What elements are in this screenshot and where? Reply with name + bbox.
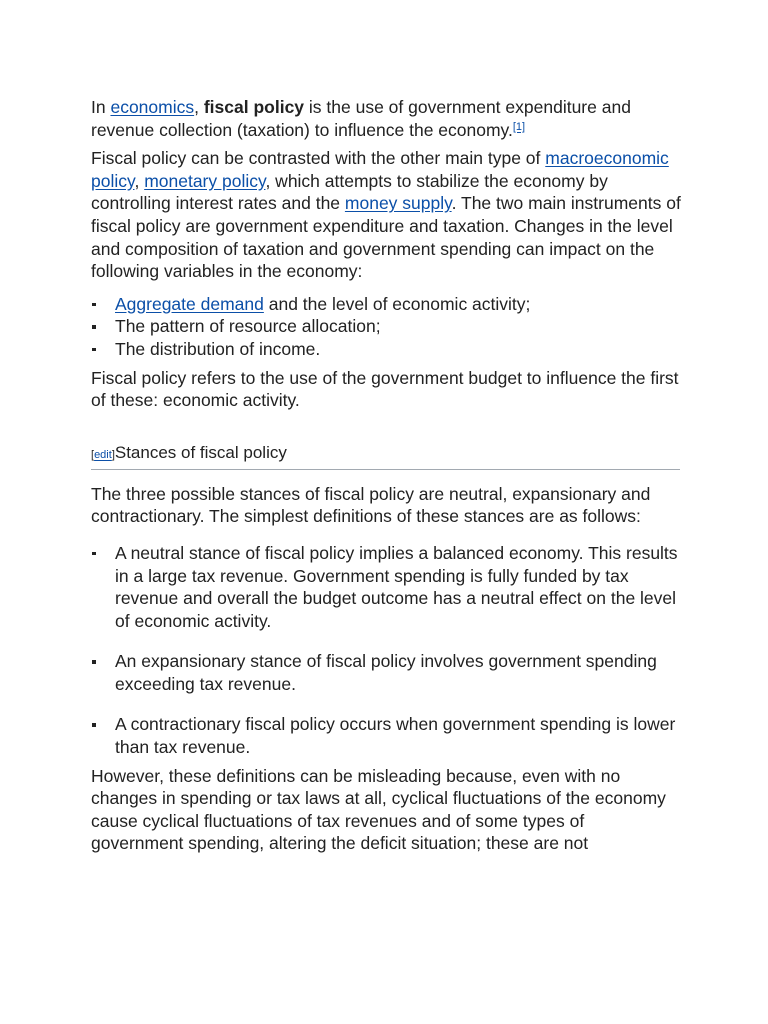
list-item: An expansionary stance of fiscal policy involves government spending exceeding tax revenue.	[91, 650, 681, 695]
text-run: is the use of government expenditure and revenue collection (taxation) to influence the economy.	[91, 97, 631, 140]
reference-link-1[interactable]: [1]	[512, 120, 526, 133]
text-run: Fiscal policy can be contrasted with the other main type of	[91, 148, 546, 169]
article-body	[91, 96, 681, 855]
contrast-paragraph	[91, 147, 681, 283]
stances-list	[91, 542, 681, 759]
text-run: . The two main instruments of fiscal policy are government expenditure and taxation. Changes in the level and composition of taxation and government spending can impact on the following variables in the economy:	[91, 193, 681, 282]
stances-intro-paragraph: The three possible stances of fiscal policy are neutral, expansionary and contractionary. The simplest definitions of these stances are as follows:	[91, 483, 651, 527]
edit-section-link	[91, 449, 115, 461]
text-run: and the level of economic activity;	[263, 293, 531, 314]
list-item: The distribution of income.	[91, 338, 681, 361]
text-run: ,	[134, 170, 145, 191]
text-run: , which attempts to stabilize the economy by controlling interest rates and the	[91, 170, 608, 214]
intro-paragraph	[91, 96, 681, 141]
edit-bracket-open: [	[91, 448, 95, 461]
link-aggregate-demand[interactable]: Aggregate demand	[115, 293, 264, 314]
link-money-supply[interactable]: money supply	[344, 193, 452, 214]
section-title: Stances of fiscal policy	[114, 442, 287, 462]
variables-list	[91, 293, 681, 361]
list-item: The pattern of resource allocation;	[91, 315, 681, 338]
reference-1	[513, 121, 525, 133]
list-item	[91, 293, 681, 316]
list-item: A contractionary fiscal policy occurs when government spending is lower than tax revenue.	[91, 713, 681, 758]
edit-link[interactable]: edit	[94, 448, 112, 461]
link-monetary-policy[interactable]: monetary policy	[144, 170, 266, 191]
link-macroeconomic-policy[interactable]: macroeconomic policy	[91, 148, 669, 191]
edit-bracket-close: ]	[111, 448, 115, 461]
list-item: A neutral stance of fiscal policy implies a balanced economy. This results in a large tax revenue. Government spending is fully funded by tax revenue and overall the budget outcome has a neutral effect on the level of economic activity.	[91, 542, 681, 632]
text-run: ,	[194, 97, 204, 117]
link-economics[interactable]: economics	[110, 97, 195, 117]
budget-paragraph: Fiscal policy refers to the use of the government budget to influence the first of these: economic activity.	[91, 367, 679, 411]
section-heading-stances	[91, 442, 680, 470]
definitions-caveat-paragraph: However, these definitions can be misleading because, even with no changes in spending or tax laws at all, cyclical fluctuations of the economy cause cyclical fluctuations of tax revenues and of some types of government spending, altering the deficit situation; these are not	[91, 765, 666, 854]
bold-term-fiscal-policy: fiscal policy	[203, 97, 305, 117]
text-run: In	[91, 97, 111, 117]
